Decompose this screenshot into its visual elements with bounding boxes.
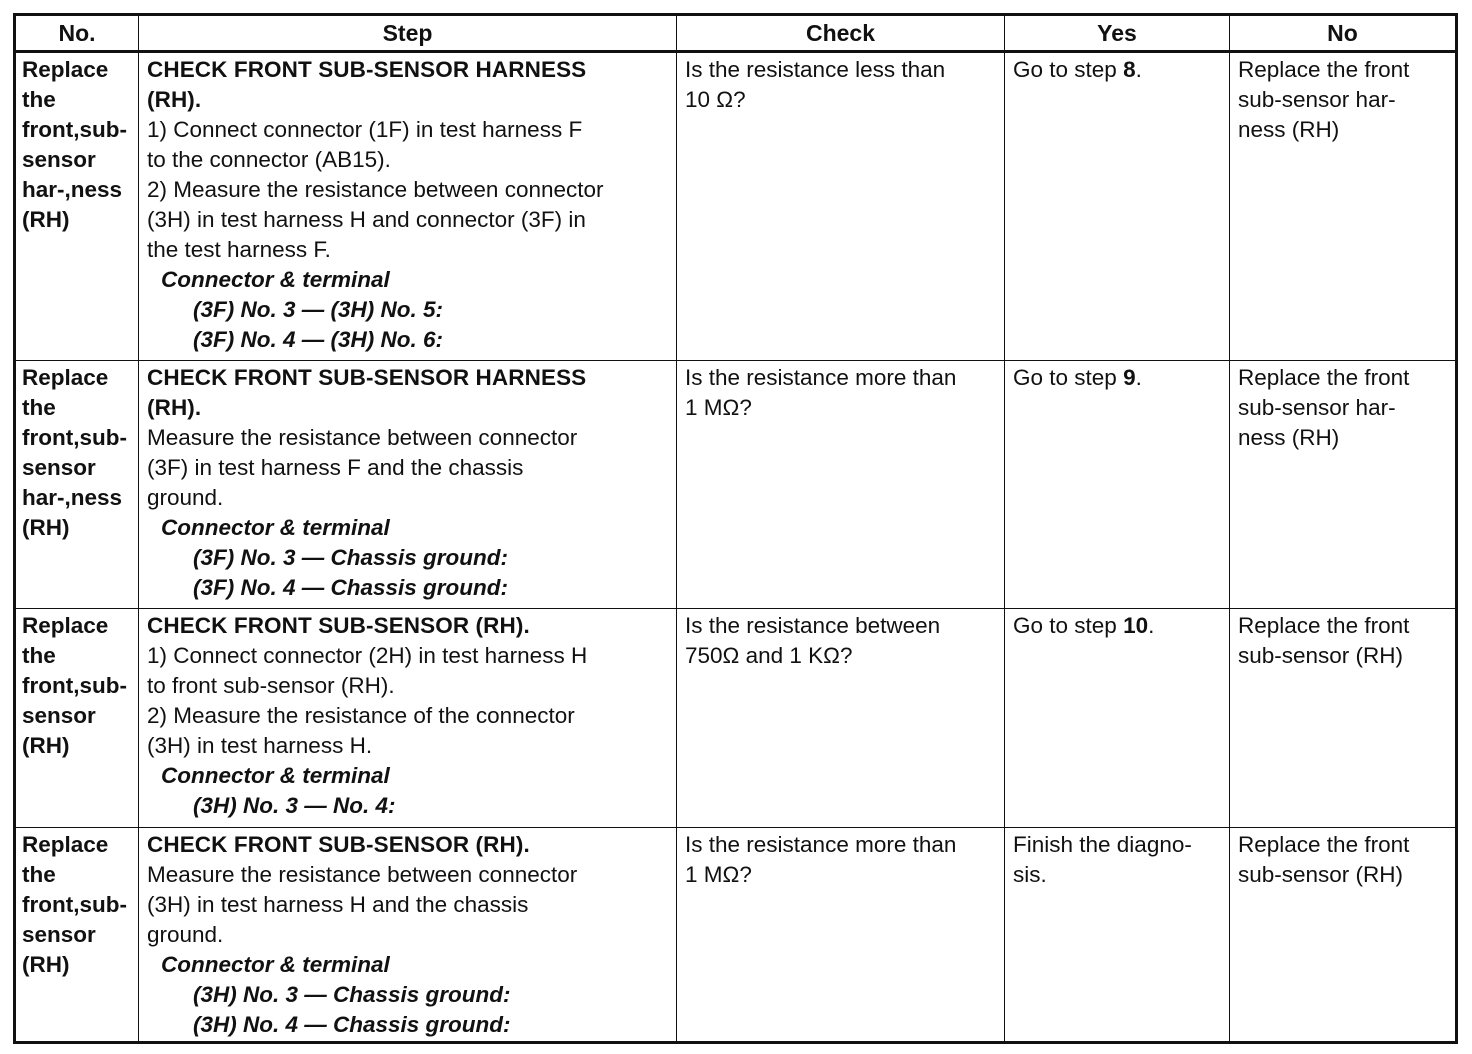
step-instruction: to front sub-sensor (RH).	[147, 673, 395, 699]
yes-suffix: .	[1148, 613, 1155, 639]
yes-cell	[1005, 827, 1230, 1042]
step-instruction: 1) Connect connector (2H) in test harness H	[147, 643, 588, 669]
table-row	[15, 609, 1457, 827]
step-instruction: (3H) in test harness H and connector (3F) in	[147, 207, 586, 232]
check-text: 750Ω and 1 KΩ?	[685, 643, 853, 669]
header-yes: Yes	[1005, 15, 1230, 52]
step-cell	[139, 827, 677, 1042]
step-number: Replace the front,sub-sensor (RH)	[15, 609, 139, 827]
yes-text: Finish the diagno-	[1013, 831, 1192, 857]
step-instruction: to the connector (AB15).	[147, 147, 391, 172]
step-instruction: ground.	[147, 921, 224, 947]
no-cell	[1230, 827, 1457, 1042]
header-no-column: No	[1230, 15, 1457, 52]
check-text: Is the resistance less than	[685, 57, 946, 82]
check-cell	[677, 609, 1005, 827]
connector-heading: Connector & terminal	[161, 514, 390, 540]
connector-terminal: (3F) No. 3 — Chassis ground:	[193, 544, 509, 570]
no-text: Replace the front	[1238, 364, 1410, 390]
table-row	[15, 360, 1457, 609]
yes-text: Go to step	[1013, 364, 1124, 390]
no-text: sub-sensor har-	[1238, 394, 1396, 420]
check-cell	[677, 827, 1005, 1042]
connector-terminal: (3H) No. 3 — No. 4:	[193, 793, 396, 819]
table-row	[15, 827, 1457, 1042]
header-no: No.	[15, 15, 139, 52]
no-text: Replace the front	[1238, 613, 1410, 639]
no-cell	[1230, 609, 1457, 827]
step-title: CHECK FRONT SUB-SENSOR (RH).	[147, 831, 530, 857]
step-instruction: (3H) in test harness H.	[147, 733, 373, 759]
step-instruction: 2) Measure the resistance of the connector	[147, 703, 575, 729]
yes-cell	[1005, 609, 1230, 827]
header-step: Step	[139, 15, 677, 52]
step-instruction: (3H) in test harness H and the chassis	[147, 891, 529, 917]
no-text: sub-sensor har-	[1238, 87, 1396, 112]
step-number: Replace the front,sub-sensor (RH)	[15, 827, 139, 1042]
step-instruction: Measure the resistance between connector	[147, 861, 578, 887]
step-title-continued: (RH).	[147, 394, 202, 420]
step-instruction: 1) Connect connector (1F) in test harness F	[147, 117, 583, 142]
yes-text: sis.	[1013, 861, 1047, 887]
no-cell	[1230, 52, 1457, 361]
yes-suffix: .	[1135, 364, 1142, 390]
yes-text: Go to step	[1013, 57, 1124, 82]
yes-step-ref: 10	[1123, 613, 1149, 639]
yes-suffix: .	[1135, 57, 1142, 82]
header-row	[15, 15, 1457, 52]
no-text: ness (RH)	[1238, 424, 1340, 450]
check-text: 10 Ω?	[685, 87, 746, 112]
check-text: 1 MΩ?	[685, 394, 752, 420]
step-number: Replace the front,sub-sensor har-,ness (RH)	[15, 360, 139, 609]
connector-terminal: (3F) No. 4 — (3H) No. 6:	[193, 327, 444, 352]
step-instruction: the test harness F.	[147, 237, 331, 262]
check-text: Is the resistance more than	[685, 364, 957, 390]
header-check: Check	[677, 15, 1005, 52]
step-title: CHECK FRONT SUB-SENSOR (RH).	[147, 613, 530, 639]
connector-terminal: (3H) No. 3 — Chassis ground:	[193, 981, 511, 1007]
check-text: Is the resistance more than	[685, 831, 957, 857]
step-title-continued: (RH).	[147, 87, 202, 112]
yes-step-ref: 8	[1123, 57, 1136, 82]
connector-terminal: (3F) No. 4 — Chassis ground:	[193, 574, 509, 600]
step-title: CHECK FRONT SUB-SENSOR HARNESS	[147, 364, 587, 390]
check-cell	[677, 52, 1005, 361]
no-text: sub-sensor (RH)	[1238, 643, 1404, 669]
yes-step-ref: 9	[1123, 364, 1136, 390]
connector-heading: Connector & terminal	[161, 763, 390, 789]
check-cell	[677, 360, 1005, 609]
connector-heading: Connector & terminal	[161, 951, 390, 977]
step-cell	[139, 609, 677, 827]
step-instruction: (3F) in test harness F and the chassis	[147, 454, 524, 480]
no-text: sub-sensor (RH)	[1238, 861, 1404, 887]
step-instruction: 2) Measure the resistance between connector	[147, 177, 604, 202]
step-instruction: Measure the resistance between connector	[147, 424, 578, 450]
yes-cell	[1005, 52, 1230, 361]
step-cell	[139, 52, 677, 361]
connector-heading: Connector & terminal	[161, 267, 390, 292]
diagnostic-table	[13, 13, 1458, 1044]
no-text: ness (RH)	[1238, 117, 1340, 142]
no-text: Replace the front	[1238, 57, 1410, 82]
connector-terminal: (3F) No. 3 — (3H) No. 5:	[193, 297, 444, 322]
step-number: Replace the front,sub-sensor har-,ness (RH)	[15, 52, 139, 361]
step-instruction: ground.	[147, 484, 224, 510]
connector-terminal: (3H) No. 4 — Chassis ground:	[193, 1011, 511, 1037]
check-text: 1 MΩ?	[685, 861, 752, 887]
yes-cell	[1005, 360, 1230, 609]
table-row	[15, 52, 1457, 361]
step-cell	[139, 360, 677, 609]
no-cell	[1230, 360, 1457, 609]
step-title: CHECK FRONT SUB-SENSOR HARNESS	[147, 57, 587, 82]
check-text: Is the resistance between	[685, 613, 941, 639]
yes-text: Go to step	[1013, 613, 1124, 639]
no-text: Replace the front	[1238, 831, 1410, 857]
